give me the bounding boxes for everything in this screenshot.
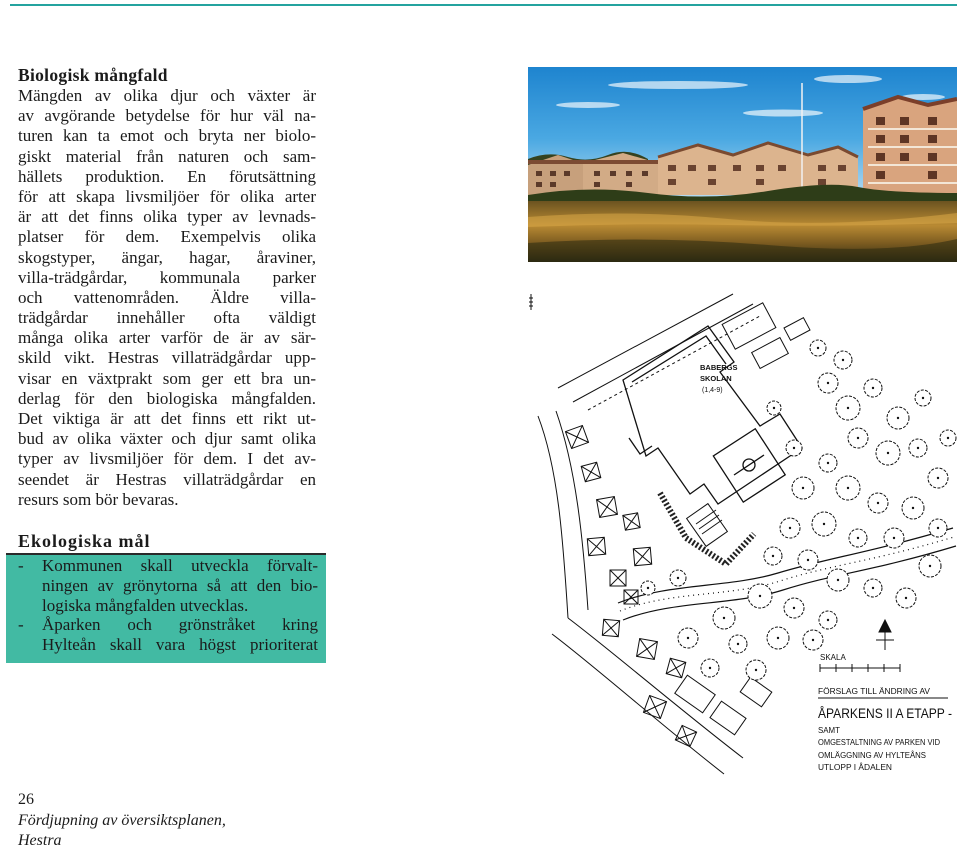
tree-trunk-dot (827, 462, 829, 464)
biodiversity-section (18, 64, 316, 510)
body-line: giskt material från naturen och sam- (18, 146, 316, 166)
tree-trunk-dot (872, 587, 874, 589)
goal-bullet: - (18, 615, 24, 634)
body-line: Det viktiga är att det finns ett rikt ut- (18, 409, 316, 428)
tree-trunk-dot (759, 595, 761, 597)
house-symbol (581, 462, 601, 482)
body-line: typer av livsmiljöer för dem. I det av- (18, 449, 316, 469)
tall-building (863, 97, 957, 199)
tree-trunk-dot (912, 507, 914, 509)
biodiversity-heading: Biologisk mångfald (18, 65, 168, 85)
tree-trunk-dot (847, 487, 849, 489)
plan-title-line: FÖRSLAG TILL ÄNDRING AV (818, 686, 931, 696)
house-symbol (602, 619, 619, 636)
ecological-goals-heading: Ekologiska mål (18, 531, 151, 551)
tree-trunk-dot (922, 397, 924, 399)
tree-trunk-dot (755, 669, 757, 671)
plan-title-line: ÅPARKENS II A ETAPP - (818, 706, 952, 721)
body-line: platser för dem. Exempelvis olika (18, 227, 316, 247)
upper-road (558, 294, 760, 410)
header-rule (10, 4, 957, 6)
school-label-line: SKOLAN (700, 374, 732, 383)
tree-trunk-dot (842, 359, 844, 361)
body-line: är att det finns olika typer av levnads- (18, 207, 316, 227)
body-line: skogstyper, ängar, hagar, åraviner, (18, 247, 316, 267)
housing-area-photo (528, 67, 957, 262)
goal-line: logiska mångfalden utvecklas. (42, 595, 249, 615)
scale-label: SKALA (820, 653, 846, 662)
scale-bar (820, 664, 900, 672)
tree-trunk-dot (847, 407, 849, 409)
tree-trunk-dot (812, 639, 814, 641)
goal-line: Kommunen skall utveckla förvalt- (42, 556, 318, 575)
goal-line: Åparken och grönstråket kring (42, 615, 318, 634)
tree-trunk-dot (887, 452, 889, 454)
tree-trunk-dot (937, 477, 939, 479)
goal-bullet: - (18, 556, 24, 575)
plan-title-line: OMGESTALTNING AV PARKEN VID (818, 738, 941, 747)
plan-title-line: OMLÄGGNING AV HYLTEÅNS (818, 751, 926, 760)
tree-trunk-dot (857, 437, 859, 439)
school-label-line: (1,4-9) (702, 387, 723, 394)
tree-trunk-dot (947, 437, 949, 439)
tree-trunk-dot (793, 447, 795, 449)
school-label-line: BABERGS (700, 363, 738, 372)
goal-text (42, 556, 318, 615)
goal-text (42, 615, 318, 655)
body-line: många olika arter varför de är av sär- (18, 328, 316, 348)
house-symbol (633, 547, 651, 565)
tree-trunk-dot (917, 447, 919, 449)
plan-title-line: SAMT (818, 726, 841, 735)
tree-trunk-dot (647, 587, 649, 589)
tree-trunk-dot (817, 347, 819, 349)
tree-trunk-dot (772, 555, 774, 557)
tree-trunk-dot (793, 607, 795, 609)
plan-title (818, 686, 952, 772)
tree-trunk-dot (872, 387, 874, 389)
site-plan-drawing (528, 288, 958, 778)
goal-line: Hylteån skall vara högst prioriterat (42, 634, 318, 654)
tree-trunk-dot (897, 417, 899, 419)
north-arrow (876, 620, 894, 650)
tree-trunk-dot (877, 502, 879, 504)
plan-title-line: UTLOPP I ÅDALEN (818, 763, 893, 772)
tree-trunk-dot (737, 643, 739, 645)
publication-place: Hestra (18, 832, 62, 849)
tree-trunk-dot (773, 407, 775, 409)
body-line: turen kan ta emot och bryta ner biolo- (18, 126, 316, 146)
tree-trunk-dot (837, 579, 839, 581)
tree-trunk-dot (827, 619, 829, 621)
tree-trunk-dot (937, 527, 939, 529)
body-line: Mängden av olika djur och växter är (18, 86, 316, 105)
house-symbol (637, 639, 658, 660)
tree-trunk-dot (893, 537, 895, 539)
school-label (700, 363, 738, 394)
body-line: resurs som bör bevaras. (18, 489, 179, 509)
tree-trunk-dot (709, 667, 711, 669)
body-line: derlag för den biologiska mångfalden. (18, 388, 316, 408)
body-line: trädgårdar innehåller ofta väldigt (18, 308, 316, 328)
bottom-buildings (675, 675, 772, 735)
tree-trunk-dot (905, 597, 907, 599)
tree-trunk-dot (827, 382, 829, 384)
body-line: visar en växtprakt som ger ett bra un- (18, 368, 316, 388)
tree-trunk-dot (807, 559, 809, 561)
tree-trunk-dot (777, 637, 779, 639)
body-line: seendet är Hestras villaträdgårdar en (18, 469, 316, 489)
tree-trunk-dot (677, 577, 679, 579)
house-symbol (643, 695, 666, 718)
tree-trunk-dot (687, 637, 689, 639)
publication-title: Fördjupning av översiktsplanen, (18, 812, 226, 829)
tree-symbols (641, 340, 956, 680)
page-footer (18, 789, 318, 851)
house-symbol (623, 513, 640, 530)
body-line: och vattenområden. Äldre villa- (18, 287, 316, 307)
body-line: för att skapa livsmiljöer för olika arter (18, 186, 316, 206)
tree-trunk-dot (857, 537, 859, 539)
tree-trunk-dot (789, 527, 791, 529)
tree-trunk-dot (823, 523, 825, 525)
house-symbol (587, 537, 605, 555)
tree-trunk-dot (802, 487, 804, 489)
tree-trunk-dot (929, 565, 931, 567)
body-line: skild vikt. Hestras villaträdgårdar upp- (18, 348, 316, 368)
body-line: av avgörande betydelse för hur väl na- (18, 106, 316, 126)
upper-buildings (722, 303, 810, 369)
left-road (538, 411, 588, 618)
goal-line: ningen av grönytorna så att den bio- (42, 575, 318, 595)
body-line: bud av olika växter och djur samt olika (18, 429, 316, 449)
house-symbol (610, 570, 626, 586)
page-number: 26 (18, 791, 34, 808)
house-symbol (565, 425, 588, 448)
ecological-goals-box (6, 555, 326, 663)
body-line: hällets produktion. En förutsättning (18, 166, 316, 186)
house-symbol (597, 497, 618, 518)
tree-trunk-dot (723, 617, 725, 619)
body-line: villa-trädgårdar, kommunala parker (18, 267, 316, 287)
terrace-steps (687, 504, 728, 547)
house-symbol (666, 658, 686, 678)
